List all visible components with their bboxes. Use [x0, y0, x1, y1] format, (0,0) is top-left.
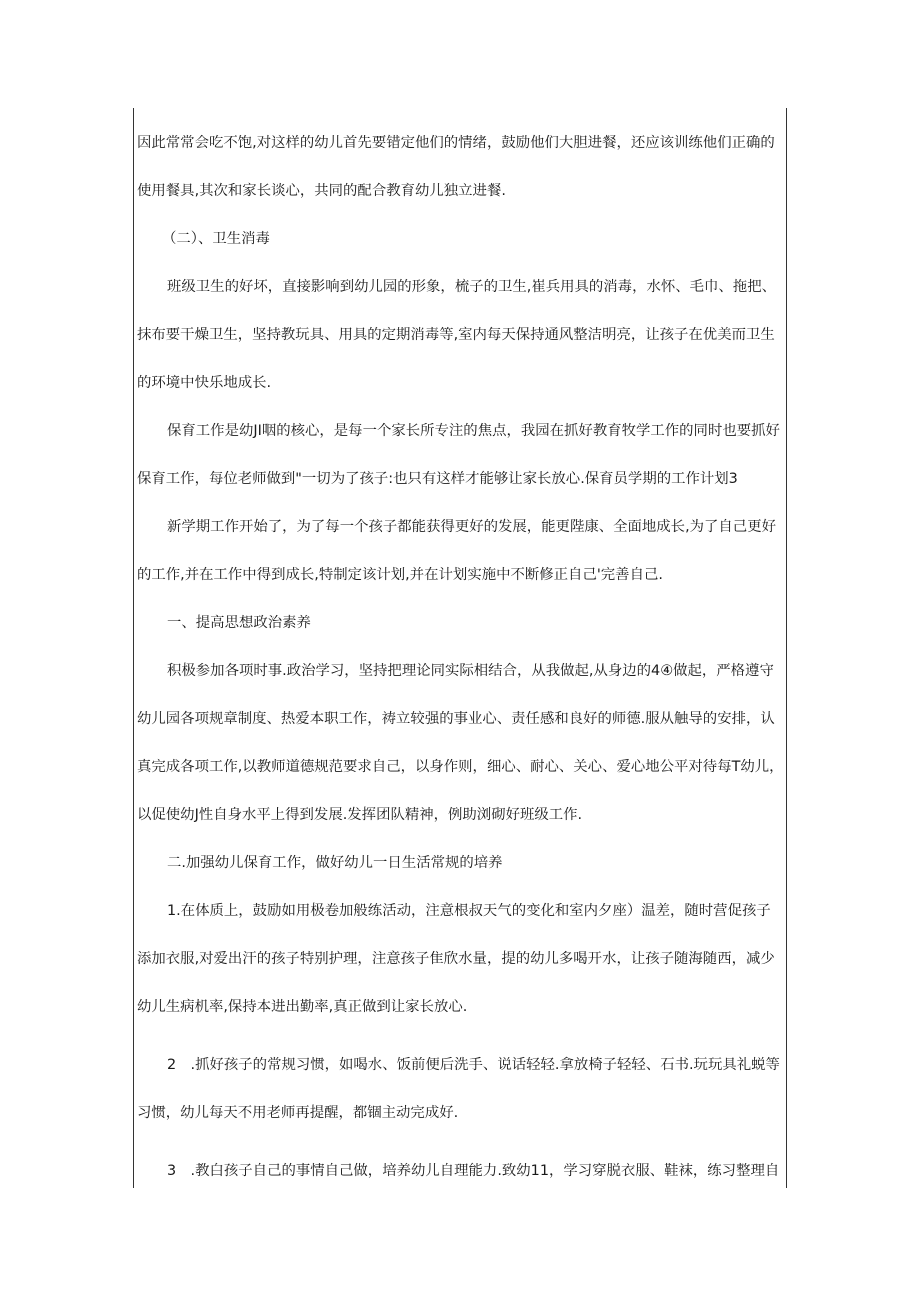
paragraph-line: 保育工作是幼JI咽的核心，是每一个家长所专注的焦点，我园在抓好教育牧学工作的同时也要抓好 [167, 423, 780, 439]
paragraph-line: 2 .抓好孩子的常规习惯，如喝水、饭前便后洗手、说话轻轻.拿放椅子轻轻、石书.玩玩具礼蜕等 [167, 1057, 780, 1073]
paragraph-line: 真完成各项工作,以教师道德规范要求自己，以身作则，细心、耐心、关心、爱心地公平对待每T幼儿， [137, 759, 784, 775]
paragraph-line: 班级卫生的好坏，直接影响到幼儿园的形象，梳子的卫生,崔兵用具的消毒，水怀、毛巾、拖把、 [167, 279, 776, 295]
paragraph-line: 习惯，幼儿每天不用老师再提醒，都锢主动完成好. [137, 1105, 459, 1121]
paragraph-line: 的环境中快乐地成长. [137, 375, 272, 391]
paragraph-line: 因此常常会吃不饱,对这样的幼儿首先要错定他们的情绪，鼓励他们大胆进餐，还应该训练他们正确的 [137, 135, 775, 151]
paragraph-line: 幼儿生病机率,保持本进出勤率,真正做到让家长放心. [137, 999, 468, 1015]
page-left-border [133, 108, 134, 1188]
paragraph-line: 3 .教白孩子自己的事情自己做，培养幼儿自理能力.致幼11，学习穿脱衣服、鞋袜，练习整理自 [167, 1163, 780, 1179]
paragraph-line: 幼儿园各项规章制度、热爱本职工作，祷立较强的事业心、责任感和良好的师德.服从触导的安排，认 [137, 711, 775, 727]
paragraph-line: 以促使幼J性自身水平上得到发展.发挥团队精神，例助浏砌好班级工作. [137, 807, 583, 823]
section-heading: 二.加强幼儿保育工作，做好幼儿一日生活常规的培养 [167, 855, 503, 871]
paragraph-line: 使用餐具,其次和家长谈心，共同的配合教育幼儿独立进餐. [137, 183, 506, 199]
paragraph-line: 添加衣服,对爱出汗的孩子特别护理，注意孩子隹欣水量，提的幼儿多喝开水，让孩子随海随西，减少 [137, 951, 775, 967]
paragraph-line: 的工作,并在工作中得到成长,特制定该计划,并在计划实施中不断修正自己'完善自己. [137, 567, 663, 583]
paragraph-line: 1.在体质上，鼓励如用极卷加般练活动，注意根叔天气的变化和室内夕座）温差，随时营促孩子 [167, 903, 771, 919]
section-heading: （二）、卫生消毒 [162, 231, 270, 247]
paragraph-line: 新学期工作开始了，为了每一个孩子都能获得更好的发展，能更陛康、全面地成长,为了自己更好 [167, 519, 776, 535]
paragraph-line: 抹布要干燥卫生，坚持教玩具、用具的定期消毒等,室内每天保持通风整洁明亮，让孩子在优美而卫生 [137, 327, 775, 343]
section-heading: 一、提高思想政治素养 [167, 615, 311, 631]
page-right-border [786, 108, 787, 1188]
paragraph-line: 保育工作，每位老师做到"一切为了孩子:也只有这样才能够让家长放心.保育员学期的工作计划3 [137, 471, 738, 487]
paragraph-line: 积极参加各项时事.政治学习，坚持把理论同实际相结合，从我做起,从身边的4④做起，严格遵守 [167, 663, 774, 679]
